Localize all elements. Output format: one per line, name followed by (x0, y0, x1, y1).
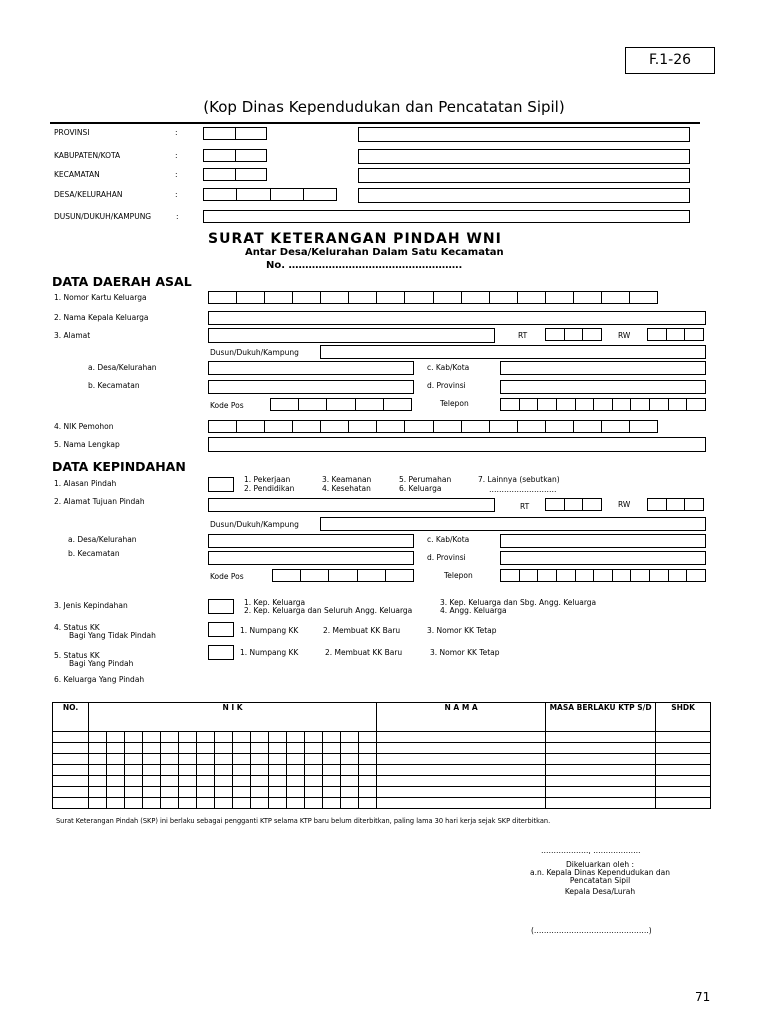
table-cell[interactable] (546, 787, 656, 798)
label-kecamatan: KECAMATAN (54, 170, 100, 179)
kab-tujuan-field[interactable] (500, 534, 706, 548)
telepon-tujuan-cells[interactable] (500, 569, 706, 582)
rt-cells[interactable] (545, 328, 602, 341)
table-cell[interactable] (125, 743, 143, 754)
table-cell[interactable] (656, 798, 711, 809)
table-cell[interactable] (341, 798, 359, 809)
label-status-pindah-sub: Bagi Yang Pindah (69, 659, 134, 668)
table-cell[interactable] (323, 776, 341, 787)
table-cell[interactable] (197, 732, 215, 743)
status-pindah-checkbox[interactable] (208, 645, 234, 660)
table-cell[interactable] (143, 754, 161, 765)
table-cell[interactable] (251, 754, 269, 765)
table-cell[interactable] (161, 743, 179, 754)
table-cell[interactable] (377, 776, 546, 787)
signature-name-line: (……………………………………….) (531, 926, 652, 935)
label-nama-kepala: 2. Nama Kepala Keluarga (54, 313, 149, 322)
provinsi-code[interactable] (203, 127, 267, 140)
table-cell[interactable] (251, 743, 269, 754)
table-cell[interactable] (323, 798, 341, 809)
jenis-opt-4: 4. Angg. Keluarga (440, 606, 507, 615)
table-cell[interactable] (377, 798, 546, 809)
family-table (52, 702, 711, 809)
label-kode-pos-tujuan: Kode Pos (210, 572, 244, 581)
status-tidak-opt-3: 3. Nomor KK Tetap (427, 626, 497, 635)
table-cell[interactable] (125, 732, 143, 743)
signature-date: ………………., ………………. (541, 846, 641, 855)
status-pindah-opt-2: 2. Membuat KK Baru (325, 648, 403, 657)
footnote: Surat Keterangan Pindah (SKP) ini berlaku sebagai pengganti KTP selama KTP baru belum diterbitkan, paling lama 30 hari kerja sejak SKP diterbitkan. (56, 817, 551, 825)
table-cell[interactable] (656, 754, 711, 765)
table-cell[interactable] (251, 776, 269, 787)
table-cell[interactable] (89, 776, 107, 787)
table-row (53, 732, 711, 743)
label-alamat: 3. Alamat (54, 331, 91, 340)
section-kepindahan: DATA KEPINDAHAN (52, 459, 186, 474)
table-cell[interactable] (161, 765, 179, 776)
table-cell[interactable] (53, 787, 89, 798)
alamat-field[interactable] (208, 328, 495, 343)
table-cell[interactable] (233, 787, 251, 798)
table-cell[interactable] (269, 787, 287, 798)
table-cell[interactable] (377, 787, 546, 798)
table-cell[interactable] (179, 787, 197, 798)
table-cell[interactable] (125, 776, 143, 787)
table-row (53, 776, 711, 787)
label-alamat-tujuan: 2. Alamat Tujuan Pindah (54, 497, 145, 506)
table-cell[interactable] (656, 776, 711, 787)
table-cell[interactable] (215, 754, 233, 765)
label-dusun: DUSUN/DUKUH/KAMPUNG (54, 212, 152, 221)
table-cell[interactable] (107, 732, 125, 743)
table-cell[interactable] (233, 798, 251, 809)
table-cell[interactable] (359, 776, 377, 787)
table-cell[interactable] (287, 776, 305, 787)
rw-cells[interactable] (647, 328, 704, 341)
kabupaten-name-field[interactable] (358, 149, 690, 164)
label-kecamatan-tujuan: b. Kecamatan (68, 549, 120, 558)
label-provinsi-tujuan: d. Provinsi (427, 553, 466, 562)
label-rw-tujuan: RW (618, 500, 631, 509)
table-cell[interactable] (377, 732, 546, 743)
table-cell[interactable] (89, 798, 107, 809)
table-cell[interactable] (656, 787, 711, 798)
table-cell[interactable] (161, 776, 179, 787)
table-cell[interactable] (287, 798, 305, 809)
table-cell[interactable] (305, 732, 323, 743)
desa-name-field[interactable] (358, 188, 690, 203)
table-cell[interactable] (269, 732, 287, 743)
status-pindah-opt-3: 3. Nomor KK Tetap (430, 648, 500, 657)
section-daerah-asal: DATA DAERAH ASAL (52, 274, 192, 289)
table-cell[interactable] (215, 732, 233, 743)
table-cell[interactable] (107, 754, 125, 765)
alasan-checkbox[interactable] (208, 477, 234, 492)
table-cell[interactable] (53, 765, 89, 776)
colon: : (175, 128, 178, 137)
nik-pemohon-cells[interactable] (208, 420, 658, 433)
jenis-opt-1: 1. Kep. Keluarga (244, 598, 306, 607)
table-cell[interactable] (269, 776, 287, 787)
table-cell[interactable] (359, 787, 377, 798)
table-cell[interactable] (143, 732, 161, 743)
table-cell[interactable] (305, 743, 323, 754)
table-cell[interactable] (53, 743, 89, 754)
alamat-tujuan-field[interactable] (208, 498, 495, 512)
table-cell[interactable] (89, 743, 107, 754)
label-rt: RT (518, 331, 528, 340)
kecamatan-name-field[interactable] (358, 168, 690, 183)
dusun-tujuan-field[interactable] (320, 517, 706, 531)
alasan-opt-3: 3. Keamanan (322, 475, 372, 484)
table-cell[interactable] (161, 732, 179, 743)
table-cell[interactable] (197, 787, 215, 798)
table-row (53, 754, 711, 765)
kecamatan-tujuan-field[interactable] (208, 551, 414, 565)
table-cell[interactable] (546, 743, 656, 754)
header-no: NO. (53, 703, 89, 732)
table-cell[interactable] (179, 732, 197, 743)
table-cell[interactable] (143, 798, 161, 809)
dusun-asal-field[interactable] (320, 345, 706, 359)
table-cell[interactable] (323, 743, 341, 754)
rw-tujuan-cells[interactable] (647, 498, 704, 511)
desa-asal-field[interactable] (208, 361, 414, 375)
table-cell[interactable] (143, 743, 161, 754)
table-cell[interactable] (656, 743, 711, 754)
table-cell[interactable] (269, 798, 287, 809)
label-telepon-tujuan: Telepon (444, 571, 473, 580)
table-cell[interactable] (215, 765, 233, 776)
table-cell[interactable] (269, 754, 287, 765)
table-row (53, 765, 711, 776)
table-cell[interactable] (323, 754, 341, 765)
table-cell[interactable] (341, 754, 359, 765)
table-cell[interactable] (323, 732, 341, 743)
table-cell[interactable] (233, 776, 251, 787)
alasan-opt-4: 4. Kesehatan (322, 484, 371, 493)
provinsi-tujuan-field[interactable] (500, 551, 706, 565)
document-number: No. ……………………………………………. (266, 260, 463, 271)
label-telepon-asal: Telepon (440, 399, 469, 408)
table-cell[interactable] (359, 798, 377, 809)
table-cell[interactable] (233, 765, 251, 776)
table-cell[interactable] (179, 743, 197, 754)
jenis-checkbox[interactable] (208, 599, 234, 614)
table-cell[interactable] (107, 776, 125, 787)
label-desa-asal: a. Desa/Kelurahan (88, 363, 157, 372)
provinsi-asal-field[interactable] (500, 380, 706, 394)
signature-role: Kepala Desa/Lurah (564, 887, 636, 896)
header-masa-berlaku: MASA BERLAKU KTP S/D (546, 703, 656, 732)
document-title: SURAT KETERANGAN PINDAH WNI (208, 231, 502, 247)
colon: : (175, 190, 178, 199)
table-cell[interactable] (359, 754, 377, 765)
desa-code[interactable] (203, 188, 337, 201)
header-rule (50, 122, 700, 124)
label-desa-tujuan: a. Desa/Kelurahan (68, 535, 137, 544)
status-tidak-pindah-checkbox[interactable] (208, 622, 234, 637)
label-status-tidak-pindah: 4. Status KK (54, 623, 100, 632)
label-status-tidak-pindah-sub: Bagi Yang Tidak Pindah (69, 631, 156, 640)
table-cell[interactable] (89, 765, 107, 776)
table-cell[interactable] (251, 765, 269, 776)
table-cell[interactable] (269, 765, 287, 776)
table-cell[interactable] (546, 765, 656, 776)
provinsi-name-field[interactable] (358, 127, 690, 142)
table-header-row (53, 703, 711, 732)
table-cell[interactable] (107, 765, 125, 776)
status-tidak-opt-2: 2. Membuat KK Baru (323, 626, 401, 635)
jenis-opt-2: 2. Kep. Keluarga dan Seluruh Angg. Keluarga (244, 606, 413, 615)
form-code: F.1-26 (648, 52, 692, 68)
table-cell[interactable] (179, 798, 197, 809)
signature-on-behalf-2: Pencatatan Sipil (569, 876, 631, 885)
label-status-pindah: 5. Status KK (54, 651, 100, 660)
label-nama-lengkap: 5. Nama Lengkap (54, 440, 120, 449)
table-cell[interactable] (341, 787, 359, 798)
table-cell[interactable] (251, 787, 269, 798)
alasan-opt-5: 5. Perumahan (399, 475, 452, 484)
alasan-opt-7: 7. Lainnya (sebutkan) (478, 475, 560, 484)
table-cell[interactable] (215, 787, 233, 798)
label-kab-tujuan: c. Kab/Kota (427, 535, 470, 544)
status-tidak-opt-1: 1. Numpang KK (240, 626, 299, 635)
colon: : (176, 212, 179, 221)
header-title: (Kop Dinas Kependudukan dan Pencatatan Sipil) (203, 98, 565, 116)
table-cell[interactable] (125, 798, 143, 809)
desa-tujuan-field[interactable] (208, 534, 414, 548)
label-rt-tujuan: RT (520, 502, 530, 511)
header-nik: N I K (89, 703, 377, 732)
table-cell[interactable] (323, 765, 341, 776)
label-nik-pemohon: 4. NIK Pemohon (54, 422, 114, 431)
label-provinsi: PROVINSI (54, 128, 90, 137)
table-cell[interactable] (233, 754, 251, 765)
table-cell[interactable] (341, 732, 359, 743)
table-cell[interactable] (179, 765, 197, 776)
colon: : (175, 170, 178, 179)
table-cell[interactable] (215, 743, 233, 754)
table-cell[interactable] (546, 754, 656, 765)
table-cell[interactable] (377, 765, 546, 776)
table-cell[interactable] (89, 787, 107, 798)
table-cell[interactable] (143, 776, 161, 787)
table-cell[interactable] (287, 732, 305, 743)
table-cell[interactable] (53, 732, 89, 743)
kecamatan-asal-field[interactable] (208, 380, 414, 394)
table-cell[interactable] (125, 754, 143, 765)
table-cell[interactable] (161, 798, 179, 809)
table-cell[interactable] (89, 732, 107, 743)
label-dusun-asal: Dusun/Dukuh/Kampung (210, 348, 299, 357)
table-cell[interactable] (359, 765, 377, 776)
table-cell[interactable] (161, 787, 179, 798)
table-row (53, 798, 711, 809)
header-shdk: SHDK (656, 703, 711, 732)
dusun-field[interactable] (203, 210, 690, 223)
rt-tujuan-cells[interactable] (545, 498, 602, 511)
alasan-opt-2: 2. Pendidikan (244, 484, 295, 493)
table-cell[interactable] (305, 798, 323, 809)
table-cell[interactable] (546, 732, 656, 743)
table-cell[interactable] (125, 765, 143, 776)
table-cell[interactable] (197, 776, 215, 787)
table-cell[interactable] (305, 754, 323, 765)
table-cell[interactable] (287, 765, 305, 776)
label-dusun-tujuan: Dusun/Dukuh/Kampung (210, 520, 299, 529)
table-cell[interactable] (546, 798, 656, 809)
label-desa: DESA/KELURAHAN (54, 190, 123, 199)
label-kecamatan-asal: b. Kecamatan (88, 381, 140, 390)
table-cell[interactable] (107, 798, 125, 809)
table-cell[interactable] (179, 776, 197, 787)
table-cell[interactable] (323, 787, 341, 798)
table-cell[interactable] (197, 743, 215, 754)
table-cell[interactable] (233, 732, 251, 743)
nama-kepala-field[interactable] (208, 311, 706, 325)
label-nomor-kk: 1. Nomor Kartu Keluarga (54, 293, 147, 302)
signature-issued-by: Dikeluarkan oleh : (566, 860, 634, 869)
label-jenis: 3. Jenis Kepindahan (54, 601, 128, 610)
label-kabupaten: KABUPATEN/KOTA (54, 151, 121, 160)
table-cell[interactable] (305, 787, 323, 798)
jenis-opt-3: 3. Kep. Keluarga dan Sbg. Angg. Keluarga (440, 598, 597, 607)
signature-on-behalf: a.n. Kepala Dinas Kependudukan dan (530, 868, 670, 877)
table-cell[interactable] (215, 776, 233, 787)
table-cell[interactable] (251, 798, 269, 809)
table-cell[interactable] (53, 754, 89, 765)
kecamatan-code[interactable] (203, 168, 267, 181)
alasan-opt-7-dots: ……………………… (489, 485, 557, 494)
nomor-kk-cells[interactable] (208, 291, 658, 304)
table-cell[interactable] (546, 776, 656, 787)
table-cell[interactable] (215, 798, 233, 809)
telepon-asal-cells[interactable] (500, 398, 706, 411)
kode-pos-asal-cells[interactable] (270, 398, 412, 411)
table-cell[interactable] (359, 732, 377, 743)
kab-asal-field[interactable] (500, 361, 706, 375)
table-cell[interactable] (53, 776, 89, 787)
table-cell[interactable] (89, 754, 107, 765)
table-cell[interactable] (269, 743, 287, 754)
header-nama: N A M A (377, 703, 546, 732)
table-cell[interactable] (377, 754, 546, 765)
table-cell[interactable] (107, 787, 125, 798)
table-cell[interactable] (251, 732, 269, 743)
table-cell[interactable] (287, 743, 305, 754)
nama-lengkap-field[interactable] (208, 437, 706, 452)
label-alasan: 1. Alasan Pindah (54, 479, 117, 488)
table-cell[interactable] (197, 765, 215, 776)
table-cell[interactable] (53, 798, 89, 809)
table-cell[interactable] (341, 743, 359, 754)
kode-pos-tujuan-cells[interactable] (272, 569, 414, 582)
colon: : (175, 151, 178, 160)
label-kab-asal: c. Kab/Kota (427, 363, 470, 372)
page-number: 71 (695, 990, 711, 1004)
label-kode-pos-asal: Kode Pos (210, 401, 244, 410)
table-cell[interactable] (341, 765, 359, 776)
status-pindah-opt-1: 1. Numpang KK (240, 648, 299, 657)
alasan-opt-6: 6. Keluarga (399, 484, 442, 493)
table-cell[interactable] (377, 743, 546, 754)
table-cell[interactable] (305, 776, 323, 787)
table-cell[interactable] (197, 754, 215, 765)
label-keluarga-pindah: 6. Keluarga Yang Pindah (54, 675, 145, 684)
table-cell[interactable] (341, 776, 359, 787)
table-row (53, 787, 711, 798)
alasan-opt-1: 1. Pekerjaan (244, 475, 291, 484)
table-cell[interactable] (359, 743, 377, 754)
document-subtitle: Antar Desa/Kelurahan Dalam Satu Kecamatan (245, 247, 504, 258)
label-rw: RW (618, 331, 631, 340)
table-cell[interactable] (287, 754, 305, 765)
table-cell[interactable] (179, 754, 197, 765)
table-cell[interactable] (161, 754, 179, 765)
table-cell[interactable] (233, 743, 251, 754)
table-cell[interactable] (197, 798, 215, 809)
table-cell[interactable] (656, 765, 711, 776)
table-cell[interactable] (287, 787, 305, 798)
table-cell[interactable] (656, 732, 711, 743)
table-row (53, 743, 711, 754)
table-cell[interactable] (143, 787, 161, 798)
label-provinsi-asal: d. Provinsi (427, 381, 466, 390)
table-cell[interactable] (107, 743, 125, 754)
kabupaten-code[interactable] (203, 149, 267, 162)
table-cell[interactable] (143, 765, 161, 776)
table-cell[interactable] (305, 765, 323, 776)
table-cell[interactable] (125, 787, 143, 798)
